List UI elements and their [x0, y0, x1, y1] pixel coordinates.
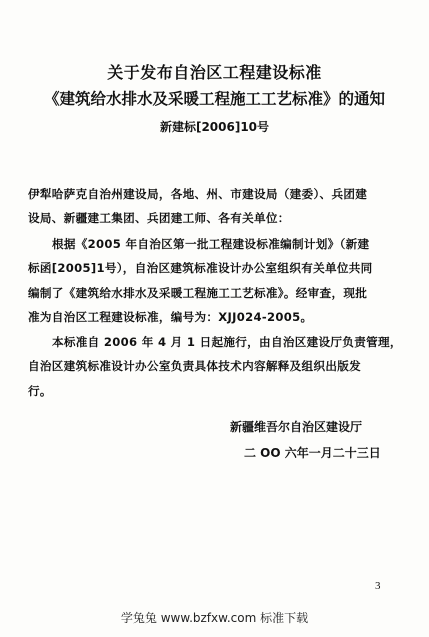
body-line: 编制了《建筑给水排水及采暖工程施工工艺标准》。经审查，现批: [28, 286, 368, 300]
document-number: 新建标[2006]10号: [159, 120, 270, 134]
signature-date: 二 OO 六年一月二十三日: [244, 446, 381, 460]
body-line: 设局、新疆建工集团、兵团建工师、各有关单位：: [28, 211, 290, 225]
body-line: 伊犁哈萨克自治州建设局，各地、州、市建设局（建委）、兵团建: [28, 187, 368, 201]
body-line: 自治区建筑标准设计办公室负责具体技术内容解释及组织出版发: [28, 359, 362, 373]
body-line: 行。: [28, 384, 52, 398]
body-line: 标函[2005]1号），自治区建筑标准设计办公室组织有关单位共同: [28, 261, 373, 275]
footer-watermark: 学兔兔 www.bzfxw.com 标准下载: [120, 611, 309, 625]
title-line-2: 《建筑给水排水及采暖工程施工工艺标准》的通知: [43, 90, 385, 108]
body-line: 根据《2005 年自治区第一批工程建设标准编制计划》（新建: [52, 237, 370, 251]
title-line-1: 关于发布自治区工程建设标准: [107, 63, 322, 82]
body-line: 本标准自 2006 年 4 月 1 日起施行，由自治区建设厅负责管理，: [52, 335, 402, 349]
page-number: 3: [375, 580, 381, 592]
body-line: 准为自治区工程建设标准，编号为：XJJ024-2005。: [28, 310, 313, 324]
signature-org: 新疆维吾尔自治区建设厅: [230, 420, 363, 434]
